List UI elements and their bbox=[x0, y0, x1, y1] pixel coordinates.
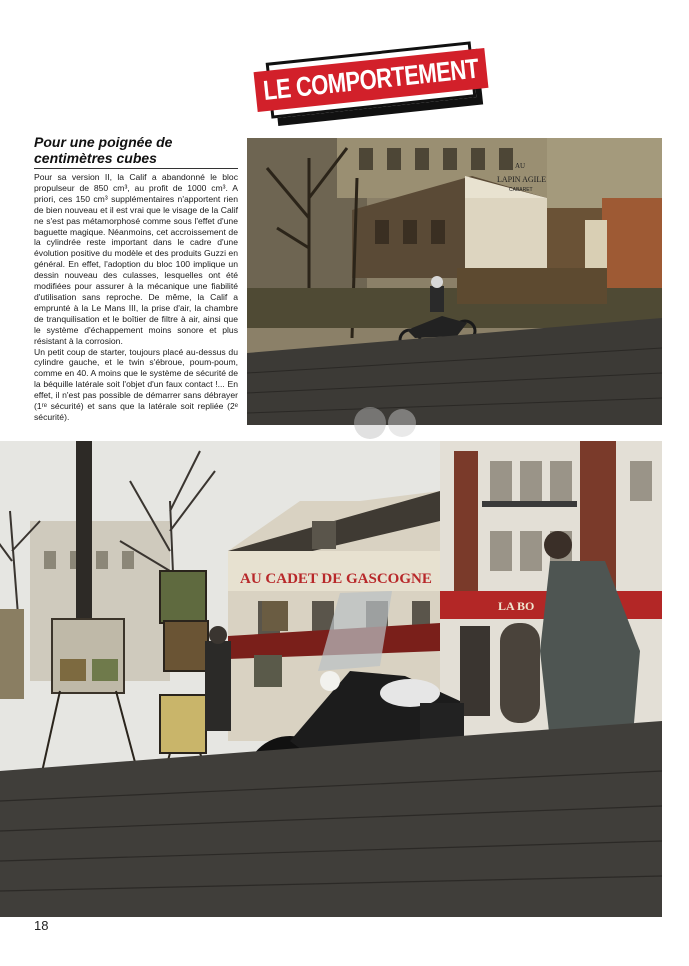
sign-cabaret: CABARET bbox=[509, 187, 533, 193]
paragraph: Pour sa version II, la Calif a abandonné le bloc propulseur de 850 cm³, au profit de 1000 cm³. A priori, ces 150 cm³ supplémentaires n'apportent rien de bien nouveau et il est vrai que le visage de la Calif ne s'est pas métamorphosé comme sous l'effet d'une baguette magique. Néanmoins, cet accroissement de la cylindrée reste important dans le cadre d'une évolution positive du modèle et des produits Guzzi en général. En effet, l'adoption du bloc 100 implique un dessin nouveau des culasses, lesquelles ont été modifiées pour assurer à la mécanique une fiabilité d'utilisation sans reproche. De même, la Calif a emprunté à la Le Mans III, la prise d'air, la chambre de tranquilisation et le boîtier de filtre à air, ainsi que le système d'échappement moins sonore et plus résistant à la corrosion. bbox=[34, 172, 238, 346]
sign-la-bo: LA BO bbox=[498, 599, 535, 613]
heading-rule bbox=[34, 168, 238, 169]
article-heading: Pour une poignée de centimètres cubes bbox=[34, 134, 173, 166]
photo-cadet-de-gascogne bbox=[0, 441, 662, 917]
sign-lapin-agile: LAPIN AGILE bbox=[497, 175, 547, 184]
photo-lapin-agile bbox=[247, 138, 662, 425]
paragraph: Un petit coup de starter, toujours placé au-dessus du cylindre gauche, et le twin s'ébroue, poum-poum, comme en 40. A moins que le système de sécurité de la béquille latérale soit l'objet d'un faux contact !... En effet, il n'est pas possible de démarrer sans débrayer (1ʳᵉ sécurité) et sans que la latérale soit repliée (2ᵉ sécurité). bbox=[34, 346, 238, 422]
sign-cadet-de-gascogne: AU CADET DE GASCOGNE bbox=[240, 571, 432, 587]
article-body bbox=[34, 172, 238, 423]
sign-au: AU bbox=[515, 162, 526, 170]
section-banner bbox=[261, 41, 481, 118]
banner-label: LE COMPORTEMENT bbox=[253, 48, 488, 112]
page-number: 18 bbox=[34, 918, 49, 933]
